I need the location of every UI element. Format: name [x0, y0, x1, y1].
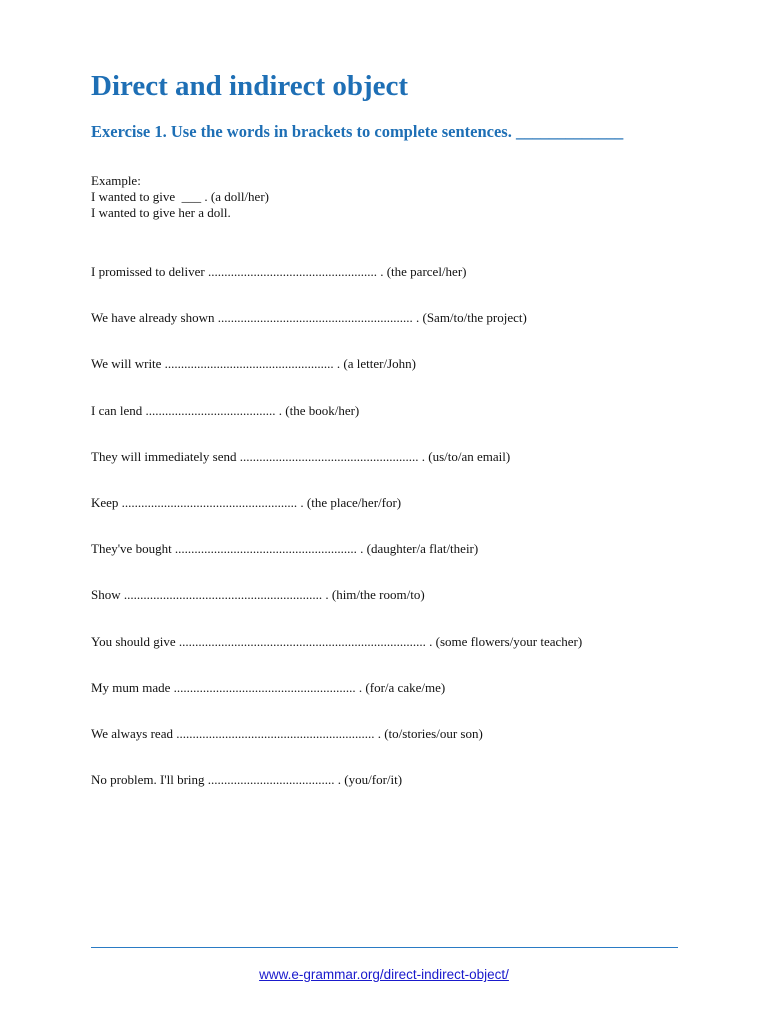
exercise-sentence-2: We have already shown ............................................................ . (Sam/to/the project) — [91, 310, 527, 326]
example-block — [91, 173, 269, 221]
exercise-sentence-1: I promissed to deliver .................................................... . (the parcel/her) — [91, 264, 467, 279]
exercise-sentence-4: I can lend ........................................ . (the book/her) — [91, 402, 360, 418]
example-answer: I wanted to give her a doll. — [91, 205, 231, 220]
footer-link[interactable]: www.e-grammar.org/direct-indirect-object/ — [259, 967, 509, 982]
exercise-sentence-7: They've bought ........................................................ . (daughter/a flat/their) — [91, 541, 479, 557]
exercise-sentence-8: Show ............................................................. . (him/the room/to) — [91, 587, 425, 603]
exercise-heading: Exercise 1. Use the words in brackets to complete sentences. _____________ — [91, 122, 624, 141]
exercise-sentence-6: Keep ...................................................... . (the place/her/for) — [91, 494, 402, 510]
exercise-sentence-12: No problem. I'll bring ....................................... . (you/for/it) — [91, 772, 403, 788]
exercise-sentence-10: My mum made ........................................................ . (for/a cake/me) — [91, 679, 446, 695]
exercise-sentence-5: They will immediately send ....................................................... . (us/to/an email) — [91, 448, 511, 464]
exercise-sentence-list — [91, 264, 731, 818]
example-label: Example: — [91, 173, 141, 188]
example-prompt: I wanted to give ___ . (a doll/her) — [91, 189, 269, 204]
exercise-sentence-3: We will write .................................................... . (a letter/John) — [91, 356, 416, 372]
footer-divider — [91, 947, 678, 948]
page-title: Direct and indirect object — [91, 70, 409, 102]
exercise-sentence-11: We always read ............................................................. . (to/stories/our son) — [91, 725, 483, 741]
exercise-sentence-9: You should give ............................................................................ . (some flowers/your teacher) — [91, 633, 583, 649]
